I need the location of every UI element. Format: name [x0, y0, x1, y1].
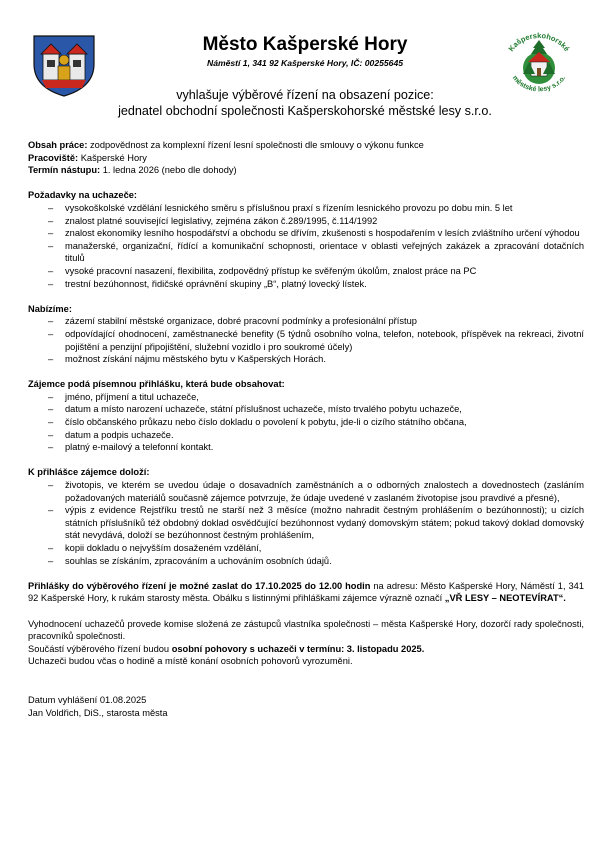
submission-paragraph [28, 580, 584, 605]
interview-line [28, 643, 584, 656]
list-item: – vysokoškolské vzdělání lesnického směru s příslušnou praxí s řízením lesnického provozu po dobu min. 5 let [48, 202, 584, 215]
list-item: – odpovídající ohodnocení, zaměstnanecké benefity (5 týdnů osobního volna, telefon, notebook, příspěvek na rekreaci, životní pojištění a penzijní připojištění, služební vozidlo i pro soukromé účely) [48, 328, 584, 353]
logo-top-text: Kašperskohorské [506, 32, 572, 54]
list-item: – manažerské, organizační, řídící a komunikační schopnosti, orientace v oblasti veřejných zakázek a zpracování dotačních titulů [48, 240, 584, 265]
list-item: – souhlas se získáním, zpracováním a uchováním osobních údajů. [48, 555, 584, 568]
list-item: – zázemí stabilní městské organizace, dobré pracovní podmínky a profesionální přístup [48, 315, 584, 328]
interview-prefix: Součástí výběrového řízení budou [28, 643, 172, 654]
attachments-heading: K přihlášce zájemce doloží: [28, 467, 150, 478]
attachments-section [28, 466, 584, 567]
logo-bottom-text: městské lesy s.r.o. [510, 74, 568, 94]
heading-line-2: jednatel obchodní společnosti Kašperskohorské městské lesy s.r.o. [118, 103, 492, 118]
list-item: – možnost získání nájmu městského bytu v Kašperských Horách. [48, 353, 584, 366]
attachments-list [48, 479, 584, 567]
workplace-value: Kašperské Hory [78, 152, 147, 163]
document-header [0, 26, 610, 96]
workplace-label: Pracoviště: [28, 152, 79, 163]
requirements-heading: Požadavky na uchazeče: [28, 190, 138, 201]
submission-address: na adresu: Město Kašperské Hory, Náměstí 1, 341 92 Kašperské Hory, k rukám starosty města. Obálku s listinnými přihláškami zájemce výrazně označí [28, 580, 585, 604]
list-item: – datum a podpis uchazeče. [48, 429, 584, 442]
offer-list [48, 315, 584, 365]
list-item: – kopii dokladu o nejvyšším dosaženém vzdělání, [48, 542, 584, 555]
notification-line: Uchazeči budou včas o hodině a místě konání osobních pohovorů vyrozuměni. [28, 656, 353, 667]
list-item: – datum a místo narození uchazeče, státní příslušnost uchazeče, místo trvalého pobytu uchazeče, [48, 403, 584, 416]
requirements-section [28, 189, 584, 290]
offer-heading: Nabízíme: [28, 303, 72, 314]
list-item: – životopis, ve kterém se uvedou údaje o dosavadních zaměstnáních a o odborných znalostech a dovednostech (zasláním požadovaných materiálů současně zájemce potvrzuje, že údaje uvedené v zaslaném životopise jsou pravdivé a přesné), [48, 479, 584, 504]
list-item: – vysoké pracovní nasazení, flexibilita, zodpovědný přístup ke svěřeným úkolům, znalost práce na PC [48, 265, 584, 278]
list-item: – znalost ekonomiky lesního hospodářství a obchodu se dřívím, zkušenosti s hospodařením v lesích zvláštního určení výhodou [48, 227, 584, 240]
list-item: – číslo občanského průkazu nebo číslo dokladu o povolení k pobytu, jde-li o cizího státního občana, [48, 416, 584, 429]
document-footer [28, 694, 584, 719]
requirements-list [48, 202, 584, 290]
application-section [28, 378, 584, 454]
position-heading [0, 88, 610, 119]
list-item: – platný e-mailový a telefonní kontakt. [48, 441, 584, 454]
list-item: – jméno, příjmení a titul uchazeče, [48, 391, 584, 404]
application-heading: Zájemce podá písemnou přihlášku, která bude obsahovat: [28, 379, 285, 390]
job-content-line [28, 139, 584, 152]
signature-line: Jan Voldřich, DiS., starosta města [28, 707, 168, 718]
start-date-value: 1. ledna 2026 (nebo dle dohody) [100, 165, 237, 176]
interview-date: osobní pohovory s uchazeči v termínu: 3. listopadu 2025. [171, 643, 425, 654]
announcement-date: Datum vyhlášení 01.08.2025 [28, 694, 147, 705]
town-name: Město Kašperské Hory [202, 34, 408, 55]
list-item: – znalost platné související legislativy, zejména zákon č.289/1995, č.114/1992 [48, 215, 584, 228]
town-address: Náměstí 1, 341 92 Kašperské Hory, IČ: 00255645 [206, 58, 404, 68]
offer-section [28, 303, 584, 366]
workplace-line [28, 152, 584, 165]
document-body [28, 139, 584, 719]
list-item: – výpis z evidence Rejstříku trestů ne starší než 3 měsíce (možno nahradit čestným prohlášením o bezúhonnosti); u cizích státních příslušníků též obdobný doklad osvědčující bezúhonnost vydaný domovským státem; pokud takový doklad domovský stát nevydává, doloží se bezúhonnost čestným prohlášením, [48, 504, 584, 542]
submission-deadline: Přihlášky do výběrového řízení je možné zaslat do 17.10.2025 do 12.00 hodin [28, 580, 371, 591]
job-content-label: Obsah práce: [28, 140, 88, 150]
list-item: – trestní bezúhonnost, řidičské oprávnění skupiny „B“, platný lovecký lístek. [48, 278, 584, 291]
start-date-line [28, 164, 584, 177]
application-list [48, 391, 584, 454]
evaluation-paragraph: Vyhodnocení uchazečů provede komise složená ze zástupců vlastníka společnosti – města Kašperské Hory, dozorčí rady společnosti, pracovníků společnosti. [28, 618, 584, 642]
start-date-label: Termín nástupu: [28, 165, 101, 176]
envelope-mark: „VŘ LESY – NEOTEVÍRAT“. [444, 593, 566, 604]
heading-line-1: vyhlašuje výběrové řízení na obsazení pozice: [176, 88, 434, 102]
job-content-value: zodpovědnost za komplexní řízení lesní společnosti dle smlouvy o výkonu funkce [87, 140, 424, 150]
